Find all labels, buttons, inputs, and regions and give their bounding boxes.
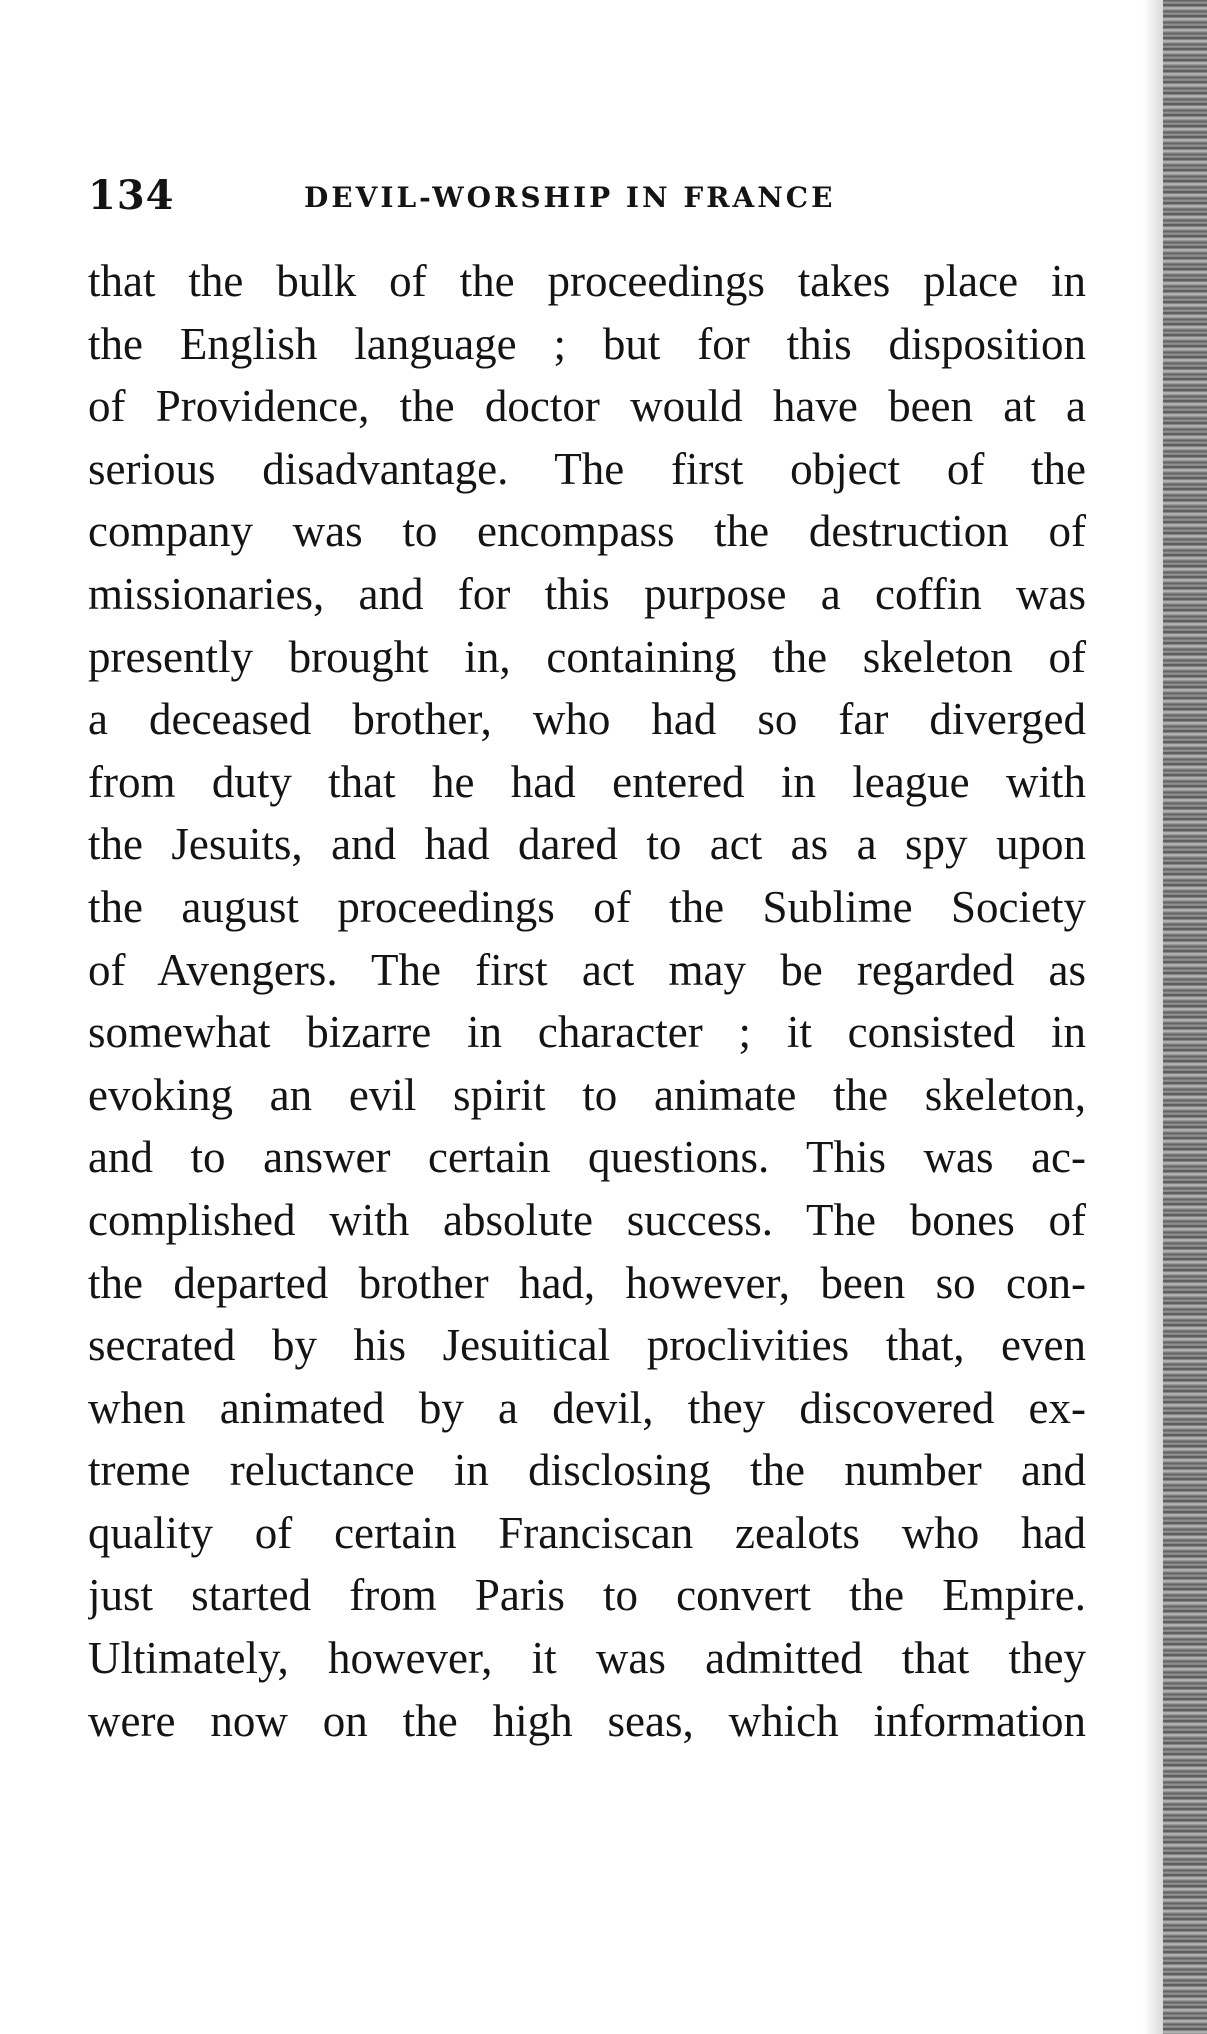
page-edge-fade — [1143, 0, 1163, 2034]
text-line: missionaries, and for this purpose a coffin was — [88, 568, 1086, 619]
page-number: 134 — [88, 172, 175, 219]
text-line: were now on the high seas, which information — [88, 1695, 1086, 1746]
text-line: of Providence, the doctor would have been at a — [88, 381, 1086, 432]
text-line: just started from Paris to convert the Empire. — [88, 1570, 1086, 1621]
text-line: the august proceedings of the Sublime Society — [88, 881, 1086, 932]
text-line: from duty that he had entered in league with — [88, 756, 1086, 807]
text-line: a deceased brother, who had so far diverged — [88, 694, 1086, 745]
text-line: the English language ; but for this disposition — [88, 318, 1086, 369]
text-line: serious disadvantage. The first object of the — [88, 443, 1086, 494]
text-line: quality of certain Franciscan zealots who had — [88, 1507, 1086, 1558]
text-line: Ultimately, however, it was admitted that they — [88, 1633, 1086, 1684]
text-line: somewhat bizarre in character ; it consisted in — [88, 1007, 1086, 1058]
page-header — [88, 166, 1088, 226]
text-line: presently brought in, containing the skeleton of — [88, 631, 1086, 682]
running-head: DEVIL-WORSHIP IN FRANCE — [304, 181, 836, 214]
text-line: treme reluctance in disclosing the number and — [88, 1445, 1086, 1496]
text-line: of Avengers. The first act may be regarded as — [88, 944, 1086, 995]
body-text — [88, 250, 1086, 1752]
text-line: that the bulk of the proceedings takes place in — [88, 256, 1086, 306]
text-line: when animated by a devil, they discovered ex- — [88, 1382, 1086, 1433]
text-line: secrated by his Jesuitical proclivities that, even — [88, 1320, 1086, 1371]
page-edge-shadow — [1163, 0, 1207, 2034]
text-line: the Jesuits, and had dared to act as a spy upon — [88, 819, 1086, 870]
text-line: evoking an evil spirit to animate the skeleton, — [88, 1069, 1086, 1120]
text-line: company was to encompass the destruction of — [88, 506, 1086, 557]
text-line: and to answer certain questions. This was ac- — [88, 1132, 1086, 1183]
text-line: the departed brother had, however, been so con- — [88, 1257, 1086, 1308]
text-line: complished with absolute success. The bones of — [88, 1194, 1086, 1245]
